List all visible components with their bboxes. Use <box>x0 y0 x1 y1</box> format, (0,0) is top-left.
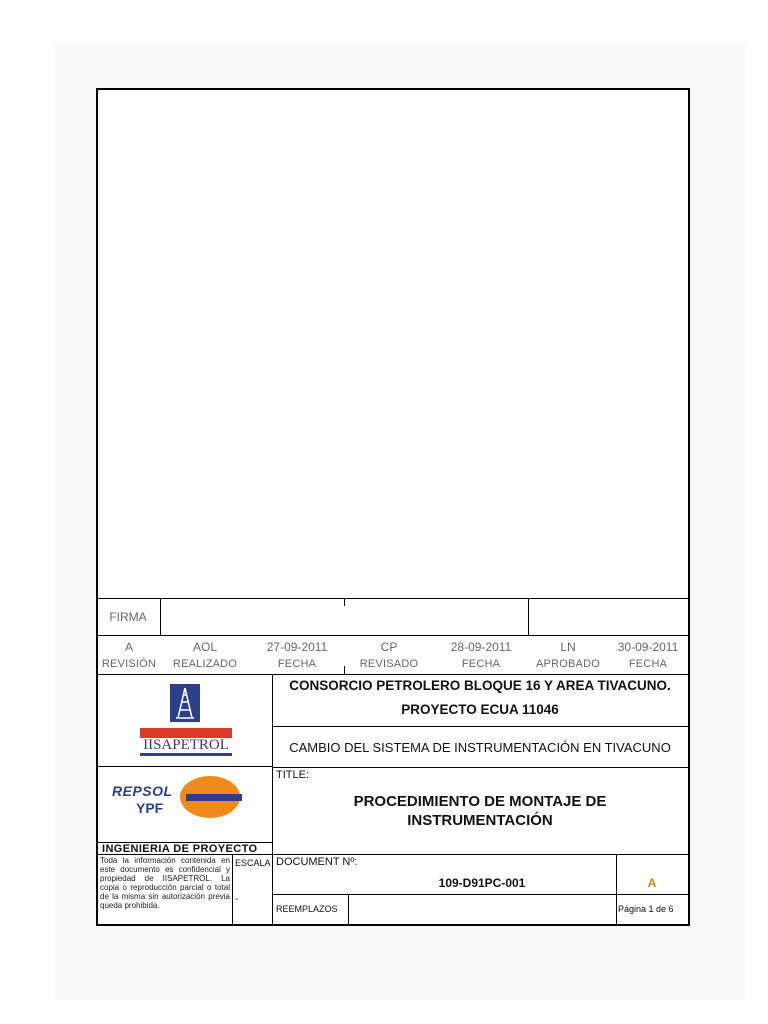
fecha-label: FECHA <box>277 658 317 670</box>
aprobado-value: LN <box>560 640 576 654</box>
realizado-label: REALIZADO <box>172 658 238 670</box>
scale-value: - <box>235 894 239 905</box>
engineering-label: INGENIERIA DE PROYECTO <box>102 843 258 855</box>
confidentiality-notice: Toda la información contenida en este documento es confidencial y propiedad de IISAPETROL. La copia o reproducción parcial o total de la misma sin autorización previa queda prohibida. <box>100 856 230 910</box>
signature-tick <box>344 598 345 606</box>
revisado-date: 28-09-2011 <box>450 640 512 654</box>
project-title: PROYECTO ECUA 11046 <box>401 702 559 717</box>
document-title-line-2: INSTRUMENTACIÓN <box>407 812 553 829</box>
revision-label: REVISIÓN <box>101 658 157 670</box>
revisado-value: CP <box>380 640 398 654</box>
document-revision: A <box>647 876 657 890</box>
system-title: CAMBIO DEL SISTEMA DE INSTRUMENTACIÓN EN TIVACUNO <box>289 740 671 755</box>
aprobado-label: APROBADO <box>536 658 600 670</box>
drawing-frame <box>96 88 690 926</box>
footer-middle-line <box>272 894 688 895</box>
page-number: Página 1 de 6 <box>618 904 674 914</box>
company-logo-text: IISAPETROL <box>140 738 232 756</box>
realizado-date: 27-09-2011 <box>266 640 328 654</box>
revisado-label: REVISADO <box>359 658 419 670</box>
revision-row-top-line <box>98 635 688 636</box>
project-divider-line <box>272 726 688 727</box>
signature-divider-2 <box>528 598 529 635</box>
document-number-label: DOCUMENT Nº: <box>276 856 358 868</box>
repsol-wordmark: REPSOL <box>112 783 173 799</box>
disclaimer-right-line <box>232 854 233 924</box>
ypf-wordmark: YPF <box>136 800 164 816</box>
title-block-top-line <box>98 674 688 675</box>
document-number: 109-D91PC-001 <box>438 876 526 890</box>
fecha-label: FECHA <box>628 658 668 670</box>
logo-divider-line <box>98 766 272 767</box>
repsol-flame-icon <box>178 774 242 825</box>
revision-value: A <box>124 640 133 654</box>
realizado-value: AOL <box>192 640 217 654</box>
derrick-icon <box>170 684 200 722</box>
document-title-line-1: PROCEDIMIENTO DE MONTAJE DE <box>353 793 607 810</box>
aprobado-date: 30-09-2011 <box>617 640 679 654</box>
consortium-title: CONSORCIO PETROLERO BLOQUE 16 Y AREA TIVACUNO. <box>289 678 671 693</box>
signature-divider <box>160 598 161 635</box>
fecha-label: FECHA <box>461 658 501 670</box>
system-divider-line <box>272 767 688 768</box>
replaces-label: REEMPLAZOS <box>276 904 338 914</box>
signature-row-top-line <box>98 598 688 599</box>
title-label: TITLE: <box>276 769 310 781</box>
scale-label: ESCALA <box>235 858 271 868</box>
signature-label: FIRMA <box>109 610 147 624</box>
replaces-divider <box>348 894 349 924</box>
